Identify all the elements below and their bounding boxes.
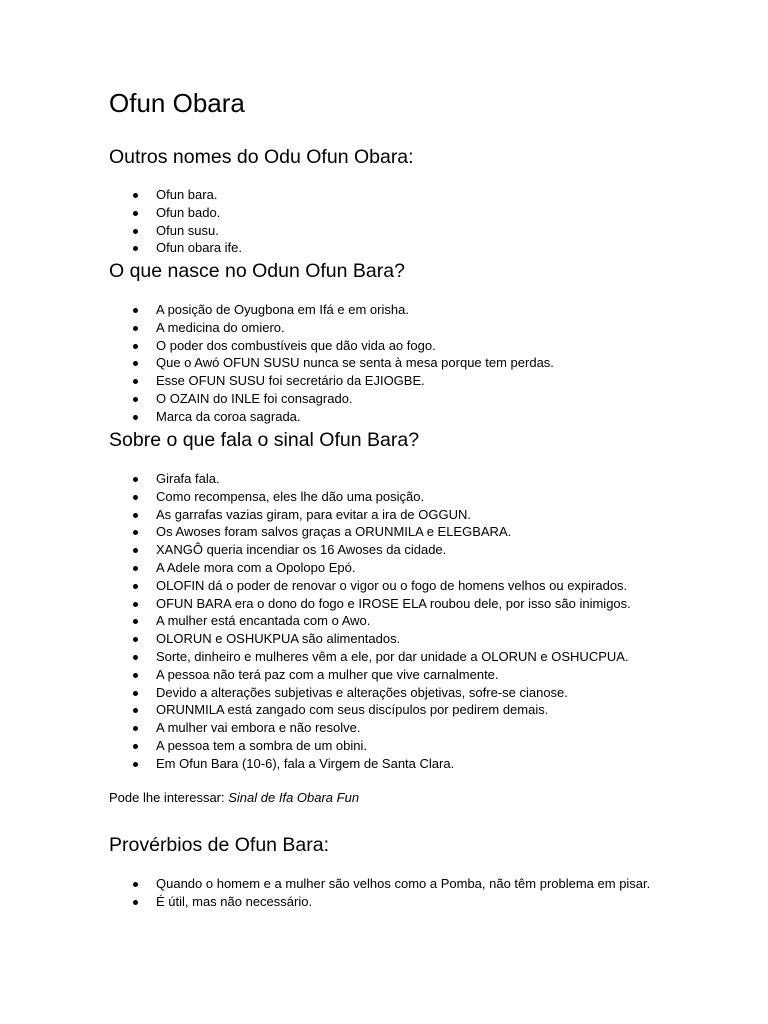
list-item-text: A mulher está encantada com o Awo. <box>156 613 371 629</box>
list-item <box>156 523 676 541</box>
list-item-text: O OZAIN do INLE foi consagrado. <box>156 390 353 406</box>
bullet-icon <box>133 619 138 624</box>
list-item-text: A pessoa não terá paz com a mulher que vive carnalmente. <box>156 666 499 682</box>
list-item <box>156 630 676 648</box>
bullet-list-what-is-born <box>156 301 676 426</box>
list-item <box>156 408 676 426</box>
bullet-list-what-sign-says <box>156 470 676 773</box>
list-item-text: A Adele mora com a Opolopo Epó. <box>156 559 356 575</box>
bullet-icon <box>133 726 138 731</box>
list-item <box>156 684 676 702</box>
list-item-text: As garrafas vazias giram, para evitar a ira de OGGUN. <box>156 506 472 522</box>
list-item <box>156 506 676 524</box>
list-item <box>156 372 676 390</box>
section-heading-what-sign-says: Sobre o que fala o sinal Ofun Bara? <box>109 429 420 451</box>
list-item <box>156 577 676 595</box>
bullet-icon <box>133 900 138 905</box>
list-item-text: O poder dos combustíveis que dão vida ao fogo. <box>156 337 436 353</box>
list-item-text: A mulher vai embora e não resolve. <box>156 720 361 736</box>
bullet-icon <box>133 246 138 251</box>
bullet-icon <box>133 477 138 482</box>
list-item <box>156 875 676 893</box>
bullet-icon <box>133 744 138 749</box>
list-item-text: Devido a alterações subjetivas e alterações objetivas, sofre-se cianose. <box>156 684 568 700</box>
section-heading-proverbs: Provérbios de Ofun Bara: <box>109 834 330 856</box>
list-item <box>156 701 676 719</box>
bullet-icon <box>133 530 138 535</box>
list-item-text: Ofun bado. <box>156 204 221 220</box>
list-item-text: A pessoa tem a sombra de um obini. <box>156 737 368 753</box>
list-item <box>156 755 676 773</box>
bullet-icon <box>133 397 138 402</box>
list-item-text: XANGÔ queria incendiar os 16 Awoses da cidade. <box>156 542 447 558</box>
list-item-text: Girafa fala. <box>156 471 220 486</box>
list-item-text: Quando o homem e a mulher são velhos como a Pomba, não têm problema em pisar. <box>156 876 651 891</box>
list-item <box>156 222 676 240</box>
list-item <box>156 319 676 337</box>
list-item-text: Sorte, dinheiro e mulheres vêm a ele, por dar unidade a OLORUN e OSHUCPUA. <box>156 648 629 664</box>
list-item <box>156 595 676 613</box>
related-link[interactable]: Sinal de Ifa Obara Fun <box>228 790 360 805</box>
list-item <box>156 186 676 204</box>
list-item <box>156 719 676 737</box>
bullet-icon <box>133 193 138 198</box>
section-heading-other-names: Outros nomes do Odu Ofun Obara: <box>109 146 414 168</box>
list-item-text: OLORUN e OSHUKPUA são alimentados. <box>156 631 401 647</box>
list-item-text: Ofun susu. <box>156 222 219 238</box>
bullet-icon <box>133 602 138 607</box>
bullet-list-other-names <box>156 186 676 257</box>
list-item-text: Os Awoses foram salvos graças a ORUNMILA e ELEGBARA. <box>156 524 512 540</box>
bullet-icon <box>133 584 138 589</box>
list-item <box>156 612 676 630</box>
page-title: Ofun Obara <box>109 88 245 118</box>
bullet-icon <box>133 513 138 518</box>
list-item-text: Que o Awó OFUN SUSU nunca se senta à mesa porque tem perdas. <box>156 355 554 371</box>
bullet-icon <box>133 415 138 420</box>
list-item-text: Marca da coroa sagrada. <box>156 408 301 424</box>
list-item <box>156 239 676 257</box>
list-item <box>156 648 676 666</box>
bullet-icon <box>133 566 138 571</box>
bullet-icon <box>133 762 138 767</box>
bullet-icon <box>133 673 138 678</box>
list-item <box>156 488 676 506</box>
list-item <box>156 354 676 372</box>
list-item <box>156 390 676 408</box>
list-item <box>156 470 676 488</box>
bullet-icon <box>133 326 138 331</box>
list-item-text: Ofun obara ife. <box>156 240 242 256</box>
list-item-text: A medicina do omiero. <box>156 319 285 335</box>
bullet-icon <box>133 708 138 713</box>
list-item <box>156 204 676 222</box>
bullet-icon <box>133 548 138 553</box>
list-item <box>156 737 676 755</box>
bullet-icon <box>133 344 138 349</box>
section-heading-what-is-born: O que nasce no Odun Ofun Bara? <box>109 260 405 282</box>
bullet-icon <box>133 882 138 887</box>
related-note-prefix: Pode lhe interessar: <box>109 790 225 805</box>
bullet-icon <box>133 691 138 696</box>
bullet-icon <box>133 637 138 642</box>
related-note <box>109 790 359 805</box>
list-item-text: Em Ofun Bara (10-6), fala a Virgem de Santa Clara. <box>156 755 455 771</box>
list-item-text: ORUNMILA está zangado com seus discípulos por pedirem demais. <box>156 702 549 718</box>
list-item-text: Como recompensa, eles lhe dão uma posição. <box>156 488 425 504</box>
list-item <box>156 541 676 559</box>
list-item <box>156 666 676 684</box>
bullet-icon <box>133 211 138 216</box>
list-item-text: OFUN BARA era o dono do fogo e IROSE ELA roubou dele, por isso são inimigos. <box>156 595 631 611</box>
list-item <box>156 559 676 577</box>
bullet-icon <box>133 379 138 384</box>
bullet-icon <box>133 495 138 500</box>
bullet-icon <box>133 308 138 313</box>
list-item-text: Ofun bara. <box>156 187 218 202</box>
list-item <box>156 337 676 355</box>
bullet-list-proverbs <box>156 875 676 911</box>
list-item-text: Esse OFUN SUSU foi secretário da EJIOGBE. <box>156 373 425 389</box>
bullet-icon <box>133 361 138 366</box>
list-item <box>156 301 676 319</box>
list-item <box>156 893 676 911</box>
list-item-text: A posição de Oyugbona em Ifá e em orisha. <box>156 302 409 317</box>
list-item-text: OLOFIN dá o poder de renovar o vigor ou o fogo de homens velhos ou expirados. <box>156 577 628 593</box>
bullet-icon <box>133 655 138 660</box>
list-item-text: É útil, mas não necessário. <box>156 893 313 909</box>
bullet-icon <box>133 229 138 234</box>
